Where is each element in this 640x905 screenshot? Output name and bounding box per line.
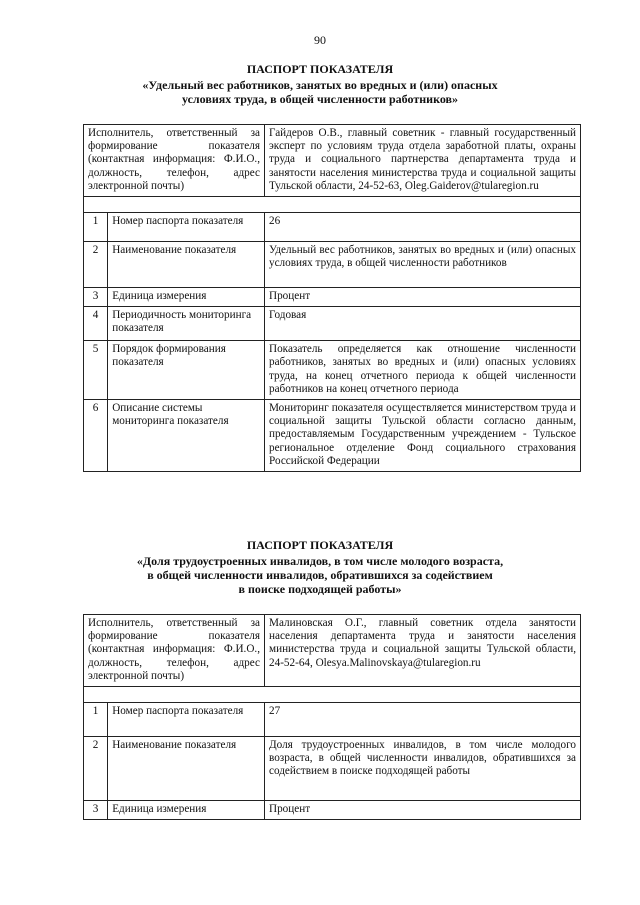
row-label: Периодичность мониторинга показателя <box>108 307 265 341</box>
page-number: 90 <box>314 33 326 47</box>
table-row <box>84 400 581 472</box>
executor-value: Малиновская О.Г., главный советник отдела занятости населения департамента труда и занятости населения министерства труда и социальной защиты Тульской области, 24-52-64, Olesya.Malinovskaya@tularegion.ru <box>265 615 581 687</box>
row-number: 3 <box>84 288 108 307</box>
passport-1-title <box>0 62 640 106</box>
row-value: 26 <box>265 213 581 242</box>
row-value: 27 <box>265 703 581 737</box>
row-number: 3 <box>84 801 108 820</box>
row-label: Порядок формирования показателя <box>108 341 265 400</box>
passport-2-subtitle-line-2: в общей численности инвалидов, обратившихся за содействием <box>147 568 493 582</box>
table-row <box>84 703 581 737</box>
row-label: Единица измерения <box>108 288 265 307</box>
executor-label: Исполнитель, ответственный за формирование показателя (контактная информация: Ф.И.О., должность, телефон, адрес электронной почты) <box>84 615 265 687</box>
row-number: 1 <box>84 213 108 242</box>
table-row <box>84 242 581 288</box>
row-label: Единица измерения <box>108 801 265 820</box>
row-label: Номер паспорта показателя <box>108 703 265 737</box>
row-label: Описание системы мониторинга показателя <box>108 400 265 472</box>
row-label: Наименование показателя <box>108 737 265 801</box>
executor-row <box>84 125 581 197</box>
row-label: Номер паспорта показателя <box>108 213 265 242</box>
passport-2-subtitle-line-1: «Доля трудоустроенных инвалидов, в том числе молодого возраста, <box>136 554 504 568</box>
table-row <box>84 213 581 242</box>
table-row <box>84 737 581 801</box>
passport-1-subtitle-line-2: условиях труда, в общей численности работников» <box>181 92 459 106</box>
executor-row <box>84 615 581 687</box>
passport-2-subtitle-line-3: в поиске подходящей работы» <box>238 582 402 596</box>
row-number: 5 <box>84 341 108 400</box>
passport-2-table <box>83 614 581 820</box>
row-value: Процент <box>265 288 581 307</box>
row-value: Годовая <box>265 307 581 341</box>
row-value: Мониторинг показателя осуществляется министерством труда и социальной защиты Тульской области согласно данным, предоставляемым Государственным учреждением - Тульское региональное отделение Фонд социального страхования Российской Федерации <box>265 400 581 472</box>
passport-2-title <box>0 538 640 596</box>
row-number: 4 <box>84 307 108 341</box>
table-gap <box>84 197 581 213</box>
executor-value: Гайдеров О.В., главный советник - главный государственный эксперт по условиям труда отдела заработной платы, охраны труда и социального партнерства департамента труда и занятости населения министерства труда и социальной защиты Тульской области, 24-52-63, Oleg.Gaiderov@tularegion.ru <box>265 125 581 197</box>
row-number: 1 <box>84 703 108 737</box>
row-value: Удельный вес работников, занятых во вредных и (или) опасных условиях труда, в общей численности работников <box>265 242 581 288</box>
row-number: 2 <box>84 737 108 801</box>
passport-1-table <box>83 124 581 472</box>
row-value: Процент <box>265 801 581 820</box>
row-number: 2 <box>84 242 108 288</box>
row-number: 6 <box>84 400 108 472</box>
table-row <box>84 307 581 341</box>
executor-label: Исполнитель, ответственный за формирование показателя (контактная информация: Ф.И.О., должность, телефон, адрес электронной почты) <box>84 125 265 197</box>
table-row <box>84 341 581 400</box>
table-row <box>84 288 581 307</box>
table-row <box>84 801 581 820</box>
passport-1-heading: ПАСПОРТ ПОКАЗАТЕЛЯ <box>246 62 394 76</box>
table-gap <box>84 687 581 703</box>
row-value: Показатель определяется как отношение численности работников, занятых во вредных и (или) опасных условиях труда, на конец отчетного периода к общей численности работников на конец отчетного периода <box>265 341 581 400</box>
passport-1-subtitle-line-1: «Удельный вес работников, занятых во вредных и (или) опасных <box>142 78 498 92</box>
row-label: Наименование показателя <box>108 242 265 288</box>
row-value: Доля трудоустроенных инвалидов, в том числе молодого возраста, в общей численности инвалидов, обратившихся за содействием в поиске подходящей работы <box>265 737 581 801</box>
passport-2-heading: ПАСПОРТ ПОКАЗАТЕЛЯ <box>246 538 394 552</box>
